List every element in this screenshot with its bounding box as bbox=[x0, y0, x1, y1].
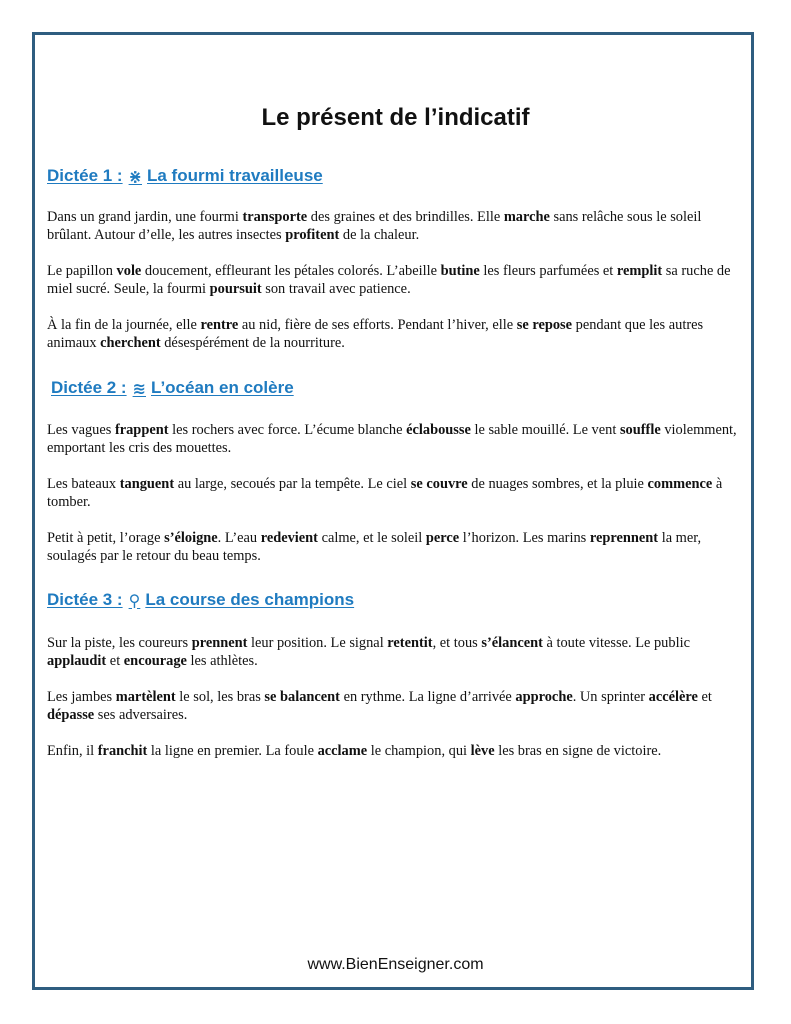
text-run: sa ruche de miel sucré. Seule, la fourmi bbox=[47, 263, 731, 297]
text-run: violemment, emportant les cris des mouettes. bbox=[47, 422, 737, 456]
conjugated-verb: accélère bbox=[648, 689, 698, 705]
text-run: au nid, fière de ses efforts. Pendant l’hiver, elle bbox=[238, 317, 517, 333]
text-run: . L’eau bbox=[217, 530, 261, 546]
dictee-2-title: L’océan en colère bbox=[151, 378, 294, 397]
text-run: Les vagues bbox=[47, 422, 115, 438]
dictee-1-prefix: Dictée 1 : bbox=[47, 166, 123, 185]
text-run: Les jambes bbox=[47, 689, 116, 705]
dictee-1-paragraph-2 bbox=[47, 262, 737, 298]
conjugated-verb: poursuit bbox=[209, 281, 262, 297]
conjugated-verb: encourage bbox=[123, 653, 187, 669]
text-run: à tomber. bbox=[47, 476, 723, 510]
text-run: de la chaleur. bbox=[339, 227, 420, 243]
conjugated-verb: dépasse bbox=[47, 707, 95, 723]
text-run: son travail avec patience. bbox=[261, 281, 411, 297]
conjugated-verb: tanguent bbox=[119, 476, 175, 492]
text-run: À la fin de la journée, elle bbox=[47, 317, 201, 333]
text-run: désespérément de la nourriture. bbox=[160, 335, 345, 351]
text-run: Le papillon bbox=[47, 263, 117, 279]
conjugated-verb: souffle bbox=[619, 422, 661, 438]
text-run: pendant que les autres animaux bbox=[47, 317, 704, 351]
page-title: Le présent de l’indicatif bbox=[261, 104, 530, 131]
text-run: leur position. Le signal bbox=[247, 635, 388, 651]
dictee-3-paragraph-1 bbox=[47, 634, 737, 670]
runner-icon: ⚲ bbox=[128, 590, 141, 610]
conjugated-verb: acclame bbox=[317, 743, 368, 759]
text-run: les athlètes. bbox=[186, 653, 258, 669]
conjugated-verb: s’élancent bbox=[481, 635, 543, 651]
conjugated-verb: s’éloigne bbox=[164, 530, 218, 546]
text-run: et bbox=[697, 689, 712, 705]
text-run: Enfin, il bbox=[47, 743, 98, 759]
conjugated-verb: se repose bbox=[516, 317, 573, 333]
text-run: Les bateaux bbox=[47, 476, 120, 492]
conjugated-verb: rentre bbox=[200, 317, 239, 333]
dictee-3-heading bbox=[47, 590, 354, 610]
conjugated-verb: transporte bbox=[242, 209, 308, 225]
text-run: le sable mouillé. Le vent bbox=[470, 422, 620, 438]
dictee-3-paragraph-3 bbox=[47, 742, 737, 760]
conjugated-verb: vole bbox=[116, 263, 142, 279]
text-run: Dans un grand jardin, une fourmi bbox=[47, 209, 243, 225]
dictee-1-title: La fourmi travailleuse bbox=[147, 166, 323, 185]
text-run: ses adversaires. bbox=[94, 707, 188, 723]
dictee-2-paragraph-1 bbox=[47, 421, 737, 457]
text-run: l’horizon. Les marins bbox=[459, 530, 590, 546]
dictee-3-prefix: Dictée 3 : bbox=[47, 590, 123, 609]
footer-website: www.BienEnseigner.com bbox=[307, 956, 484, 973]
conjugated-verb: approche bbox=[515, 689, 573, 705]
dictee-1-paragraph-1 bbox=[47, 208, 737, 244]
conjugated-verb: martèlent bbox=[115, 689, 176, 705]
text-run: de nuages sombres, et la pluie bbox=[467, 476, 648, 492]
text-run: la mer, soulagés par le retour du beau temps. bbox=[47, 530, 702, 564]
dictee-2-heading bbox=[51, 378, 294, 398]
text-run: des graines et des brindilles. Elle bbox=[307, 209, 504, 225]
text-run: doucement, effleurant les pétales colorés. L’abeille bbox=[141, 263, 441, 279]
text-run: la ligne en premier. La foule bbox=[147, 743, 318, 759]
conjugated-verb: franchit bbox=[97, 743, 148, 759]
text-run: Petit à petit, l’orage bbox=[47, 530, 165, 546]
text-run: le champion, qui bbox=[367, 743, 471, 759]
text-run: . Un sprinter bbox=[572, 689, 649, 705]
dictee-2-prefix: Dictée 2 : bbox=[51, 378, 127, 397]
ant-icon: ⋇ bbox=[128, 166, 142, 186]
conjugated-verb: perce bbox=[425, 530, 460, 546]
text-run: Sur la piste, les coureurs bbox=[47, 635, 192, 651]
conjugated-verb: applaudit bbox=[47, 653, 107, 669]
conjugated-verb: retentit bbox=[387, 635, 433, 651]
text-run: à toute vitesse. Le public bbox=[542, 635, 690, 651]
dictee-3-title: La course des champions bbox=[145, 590, 355, 609]
conjugated-verb: redevient bbox=[260, 530, 318, 546]
dictee-2-paragraph-3 bbox=[47, 529, 737, 565]
text-run: les fleurs parfumées et bbox=[479, 263, 617, 279]
text-run: en rythme. La ligne d’arrivée bbox=[339, 689, 516, 705]
text-run: , et tous bbox=[432, 635, 482, 651]
conjugated-verb: lève bbox=[470, 743, 495, 759]
conjugated-verb: butine bbox=[440, 263, 480, 279]
conjugated-verb: marche bbox=[503, 209, 550, 225]
text-run: calme, et le soleil bbox=[317, 530, 426, 546]
conjugated-verb: frappent bbox=[114, 422, 169, 438]
conjugated-verb: prennent bbox=[191, 635, 248, 651]
conjugated-verb: reprennent bbox=[589, 530, 659, 546]
text-run: et bbox=[106, 653, 124, 669]
conjugated-verb: profitent bbox=[285, 227, 340, 243]
text-run: le sol, les bras bbox=[175, 689, 265, 705]
conjugated-verb: commence bbox=[647, 476, 713, 492]
text-run: au large, secoués par la tempête. Le ciel bbox=[174, 476, 411, 492]
conjugated-verb: éclabousse bbox=[406, 422, 471, 438]
conjugated-verb: remplit bbox=[616, 263, 663, 279]
text-run: les bras en signe de victoire. bbox=[494, 743, 662, 759]
conjugated-verb: se balancent bbox=[264, 689, 340, 705]
text-run: sans relâche sous le soleil brûlant. Autour d’elle, les autres insectes bbox=[47, 209, 702, 243]
dictee-2-paragraph-2 bbox=[47, 475, 737, 511]
text-run: les rochers avec force. L’écume blanche bbox=[168, 422, 407, 438]
dictee-1-heading bbox=[47, 166, 323, 186]
wave-icon: ≋ bbox=[132, 378, 146, 398]
conjugated-verb: se couvre bbox=[410, 476, 468, 492]
conjugated-verb: cherchent bbox=[100, 335, 161, 351]
dictee-3-paragraph-2 bbox=[47, 688, 737, 724]
dictee-1-paragraph-3 bbox=[47, 316, 737, 352]
